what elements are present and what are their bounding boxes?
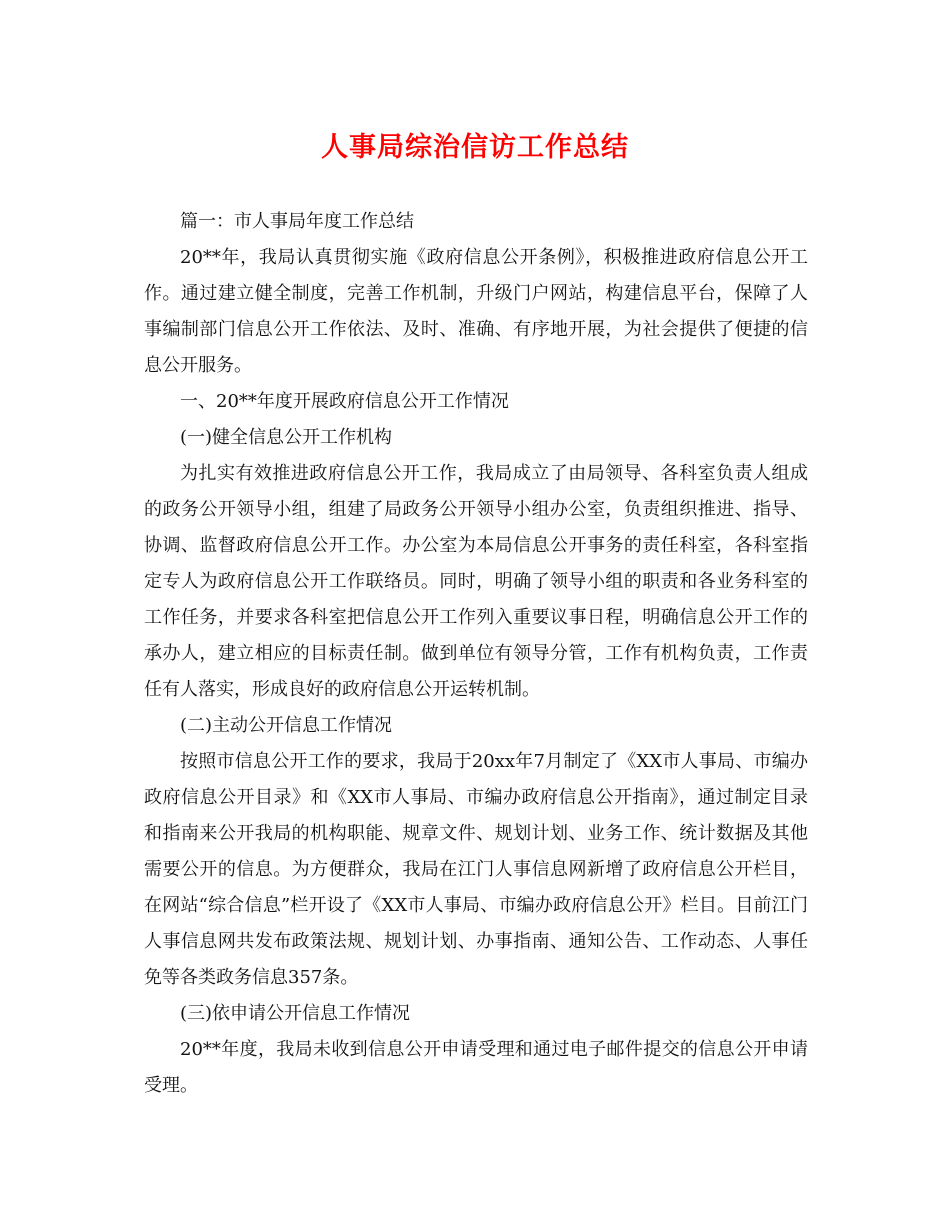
subsection-heading: (二)主动公开信息工作情况: [180, 715, 393, 736]
section-heading: 篇一：市人事局年度工作总结: [180, 211, 414, 232]
body-paragraph: 按照市信息公开工作的要求，我局于20xx年7月制定了《XX市人事局、市编办政府信息公开目录》和《XX市人事局、市编办政府信息公开指南》，通过制定目录和指南来公开我局的机构职能、规章文件、规划计划、业务工作、统计数据及其他需要公开的信息。为方便群众，我局在江门人事信息网新增了政府信息公开栏目，在网站“综合信息”栏开设了《XX市人事局、市编办政府信息公开》栏目。目前江门人事信息网共发布政策法规、规划计划、办事指南、通知公告、工作动态、人事任免等各类政务信息357条。: [144, 751, 808, 988]
subsection-heading: (三)依申请公开信息工作情况: [180, 1003, 411, 1024]
body-paragraph: 20**年，我局认真贯彻实施《政府信息公开条例》，积极推进政府信息公开工作。通过建立健全制度，完善工作机制，升级门户网站，构建信息平台，保障了人事编制部门信息公开工作依法、及时、准确、有序地开展，为社会提供了便捷的信息公开服务。: [144, 247, 808, 376]
subsection-heading: (一)健全信息公开工作机构: [180, 427, 393, 448]
document-title: 人事局综治信访工作总结: [321, 132, 629, 163]
document-body: [144, 204, 808, 1104]
section-heading: 一、20**年度开展政府信息公开工作情况: [180, 391, 509, 412]
body-paragraph: 为扎实有效推进政府信息公开工作，我局成立了由局领导、各科室负责人组成的政务公开领导小组，组建了局政务公开领导小组办公室，负责组织推进、指导、协调、监督政府信息公开工作。办公室为本局信息公开事务的责任科室，各科室指定专人为政府信息公开工作联络员。同时，明确了领导小组的职责和各业务科室的工作任务，并要求各科室把信息公开工作列入重要议事日程，明确信息公开工作的承办人，建立相应的目标责任制。做到单位有领导分管，工作有机构负责，工作责任有人落实，形成良好的政府信息公开运转机制。: [144, 463, 808, 700]
body-paragraph: 20**年度，我局未收到信息公开申请受理和通过电子邮件提交的信息公开申请受理。: [144, 1039, 808, 1096]
